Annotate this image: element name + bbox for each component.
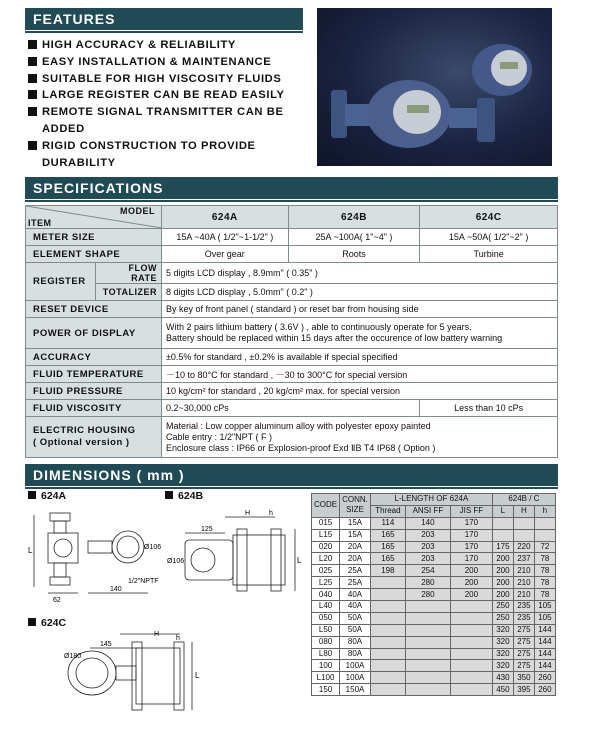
table-cell: 200 (450, 589, 492, 601)
features-header: FEATURES (25, 8, 303, 30)
table-cell (405, 636, 450, 648)
table-cell: 210 (513, 589, 534, 601)
register-totalizer-row: TOTALIZER 8 digits LCD display , 5.0mm" ( 0.2" ) (26, 284, 558, 301)
dim-label: 62 (53, 597, 61, 604)
table-cell (370, 589, 405, 601)
table-cell: 220 (513, 541, 534, 553)
table-cell: 50A (340, 612, 371, 624)
table-cell: 165 (370, 541, 405, 553)
table-cell: L50 (312, 624, 340, 636)
table-cell: 203 (405, 541, 450, 553)
table-cell (450, 660, 492, 672)
bullet-square-icon (28, 90, 37, 99)
dim-label: 1/2"NPTF (128, 578, 159, 585)
table-cell (370, 648, 405, 660)
table-cell (405, 624, 450, 636)
table-cell: 235 (513, 612, 534, 624)
dim-label: Ø180 (64, 653, 82, 660)
table-row (312, 565, 556, 577)
table-cell (492, 517, 513, 529)
table-cell (513, 517, 534, 529)
table-cell: 275 (513, 648, 534, 660)
table-cell (405, 660, 450, 672)
table-cell (370, 660, 405, 672)
dimensions-table-body (312, 517, 556, 695)
table-cell: 114 (370, 517, 405, 529)
table-cell: 50A (340, 624, 371, 636)
table-cell (450, 612, 492, 624)
table-cell: 203 (405, 553, 450, 565)
table-cell: 40A (340, 601, 371, 613)
table-cell (370, 624, 405, 636)
table-cell (405, 648, 450, 660)
table-cell: 275 (513, 660, 534, 672)
table-row (312, 517, 556, 529)
table-cell: 275 (513, 636, 534, 648)
dim-label: Ø106 (167, 558, 185, 565)
specifications-table (25, 205, 558, 458)
drawing-label-624a: 624A (28, 490, 66, 502)
table-cell: 280 (405, 589, 450, 601)
drawing-label-624b: 624B (165, 490, 203, 502)
table-cell: 170 (450, 517, 492, 529)
table-cell: 203 (405, 529, 450, 541)
element-shape-row: ELEMENT SHAPE Over gear Roots Turbine (26, 246, 558, 263)
drawing-624a (28, 505, 173, 605)
table-cell: 020 (312, 541, 340, 553)
table-cell: 15A (340, 517, 371, 529)
drawing-label-624c: 624C (28, 617, 66, 629)
table-cell: 250 (492, 601, 513, 613)
drawing-624b (165, 505, 305, 615)
feature-item: EASY INSTALLATION & MAINTENANCE (28, 54, 290, 71)
table-cell: 320 (492, 648, 513, 660)
table-cell: 170 (450, 553, 492, 565)
register-flow-row: REGISTER FLOW RATE 5 digits LCD display , 8.9mm" ( 0.35" ) (26, 263, 558, 284)
reset-device-row: RESET DEVICE By key of front panel ( standard ) or reset bar from housing side (26, 301, 558, 318)
table-row (312, 589, 556, 601)
table-cell: 025 (312, 565, 340, 577)
table-cell (450, 684, 492, 696)
table-cell: 040 (312, 589, 340, 601)
table-cell (370, 684, 405, 696)
table-cell: 320 (492, 636, 513, 648)
dim-label: h (176, 635, 180, 642)
table-cell: L100 (312, 672, 340, 684)
table-cell: 80A (340, 648, 371, 660)
table-cell (370, 612, 405, 624)
table-cell (370, 577, 405, 589)
table-cell: 144 (534, 648, 555, 660)
table-cell: 175 (492, 541, 513, 553)
bullet-square-icon (165, 491, 173, 499)
fluid-pressure-row: FLUID PRESSURE 10 kg/cm² for standard , 20 kg/cm² max. for special version (26, 383, 558, 400)
dim-label: 140 (110, 586, 122, 593)
lcd-display (407, 105, 429, 113)
table-cell: 165 (370, 553, 405, 565)
dim-label: L (297, 556, 302, 565)
table-cell: 235 (513, 601, 534, 613)
table-cell: 260 (534, 684, 555, 696)
table-cell: 430 (492, 672, 513, 684)
accuracy-row: ACCURACY ±0.5% for standard , ±0.2% is available if special specified (26, 349, 558, 366)
table-cell: 275 (513, 624, 534, 636)
table-row (312, 601, 556, 613)
table-cell: 40A (340, 589, 371, 601)
table-cell: 170 (450, 541, 492, 553)
table-cell: 350 (513, 672, 534, 684)
table-cell: 78 (534, 589, 555, 601)
dimensions-header: DIMENSIONS ( mm ) (25, 464, 558, 486)
table-cell: 78 (534, 565, 555, 577)
drawing-624c (60, 628, 205, 728)
table-cell: 100 (312, 660, 340, 672)
table-cell: 200 (492, 565, 513, 577)
table-cell (450, 636, 492, 648)
table-cell: 200 (492, 577, 513, 589)
table-cell: 198 (370, 565, 405, 577)
table-cell (450, 648, 492, 660)
table-cell: 250 (492, 612, 513, 624)
bullet-square-icon (28, 74, 37, 83)
dim-label: 125 (201, 526, 213, 533)
table-row (312, 672, 556, 684)
bullet-square-icon (28, 40, 37, 49)
table-row (312, 648, 556, 660)
item-model-header: MODEL ITEM (26, 206, 161, 228)
table-cell: 395 (513, 684, 534, 696)
table-cell: 200 (450, 565, 492, 577)
model-624c-header: 624C (420, 206, 558, 229)
model-624a-header: 624A (161, 206, 288, 229)
bullet-square-icon (28, 57, 37, 66)
table-cell: 200 (492, 589, 513, 601)
table-row (312, 577, 556, 589)
table-cell (405, 672, 450, 684)
table-cell (370, 636, 405, 648)
table-row (312, 636, 556, 648)
table-cell: 80A (340, 636, 371, 648)
lcd-display-2 (500, 62, 518, 69)
bullet-square-icon (28, 618, 36, 626)
table-cell (534, 517, 555, 529)
table-cell: 015 (312, 517, 340, 529)
table-cell: 105 (534, 601, 555, 613)
table-row (312, 624, 556, 636)
table-cell: 200 (450, 577, 492, 589)
specifications-header: SPECIFICATIONS (25, 177, 558, 199)
meter-size-row: METER SIZE 15A ~40A ( 1/2"~1-1/2" ) 25A ~100A( 1"~4" ) 15A ~50A( 1/2"~2" ) (26, 229, 558, 246)
fluid-viscosity-row: FLUID VISCOSITY 0.2~30,000 cPs Less than 10 cPs (26, 400, 558, 417)
table-cell: 280 (405, 577, 450, 589)
dim-label: Ø106 (144, 544, 162, 551)
table-cell: 254 (405, 565, 450, 577)
table-cell: 20A (340, 553, 371, 565)
table-row (312, 660, 556, 672)
table-cell (450, 624, 492, 636)
table-cell: 050 (312, 612, 340, 624)
flange-right (477, 98, 495, 142)
table-cell: 150 (312, 684, 340, 696)
table-row (312, 529, 556, 541)
table-cell: 200 (492, 553, 513, 565)
table-cell (370, 601, 405, 613)
table-cell (492, 529, 513, 541)
table-cell: 165 (370, 529, 405, 541)
flow-meter-illustration (317, 8, 552, 166)
table-cell: L20 (312, 553, 340, 565)
table-cell (405, 684, 450, 696)
dim-label: h (269, 510, 273, 517)
table-cell: 15A (340, 529, 371, 541)
feature-item: REMOTE SIGNAL TRANSMITTER CAN BE ADDED (28, 104, 290, 138)
fluid-temperature-row: FLUID TEMPERATURE －10 to 80°C for standard , －30 to 300°C for special version (26, 366, 558, 383)
table-cell: 78 (534, 553, 555, 565)
table-cell (513, 529, 534, 541)
table-row (312, 541, 556, 553)
table-cell: L80 (312, 648, 340, 660)
table-cell: 25A (340, 577, 371, 589)
table-cell (450, 601, 492, 613)
feature-item: RIGID CONSTRUCTION TO PROVIDE DURABILITY (28, 138, 290, 172)
power-display-row: POWER OF DISPLAY With 2 pairs lithium battery ( 3.6V ) , able to continuously operate for 5 years. Battery should be replaced within 15 days after the occurence of low battery warning (26, 318, 558, 349)
dim-label: H (154, 631, 160, 638)
table-cell (405, 601, 450, 613)
bullet-square-icon (28, 141, 37, 150)
table-row (312, 553, 556, 565)
table-cell: 20A (340, 541, 371, 553)
table-cell: 100A (340, 672, 371, 684)
table-cell: 140 (405, 517, 450, 529)
table-cell: 210 (513, 577, 534, 589)
model-624b-header: 624B (288, 206, 420, 229)
feature-item: SUITABLE FOR HIGH VISCOSITY FLUIDS (28, 71, 290, 88)
table-cell: 105 (534, 612, 555, 624)
table-cell: 100A (340, 660, 371, 672)
table-cell: 320 (492, 624, 513, 636)
table-row (312, 684, 556, 696)
electric-housing-row: ELECTRIC HOUSING ( Optional version ) Material : Low copper aluminum alloy with polyester epoxy painted Cable entry : 1/2"NPT ( F ) Enclosure class : IP66 or Explosion-proof Exd ⅡB T4 IP68 ( Option ) (26, 417, 558, 458)
table-row (312, 612, 556, 624)
table-cell (450, 672, 492, 684)
table-cell: L25 (312, 577, 340, 589)
flange-left (331, 90, 347, 138)
dim-label: L (28, 546, 33, 555)
table-cell: 144 (534, 624, 555, 636)
dimensions-table: CODE CONN. SIZE L-LENGTH OF 624A 624B / C Thread ANSI FF JIS FF L H h 015 15A 114 140 170 L15 15A 165 203 170 020 20A 165 203 170 175 220 72 L20 20A 165 203 170 200 237 78 025 25A 198 254 200 200 210 78 L25 25A 280 200 200 210 78 040 40A 280 200 200 210 78 L40 40A 250 235 105 050 50A 250 235 105 L50 50A 320 275 144 080 80A 320 275 144 L80 80A 320 275 144 100 100A 320 275 144 L100 100A 430 350 260 150 150A 450 395 260 (311, 493, 556, 696)
table-cell (370, 672, 405, 684)
bullet-square-icon (28, 107, 37, 116)
table-cell: 150A (340, 684, 371, 696)
table-cell: L15 (312, 529, 340, 541)
dim-label: H (245, 510, 251, 517)
table-cell: 144 (534, 660, 555, 672)
table-cell: 25A (340, 565, 371, 577)
table-cell: 080 (312, 636, 340, 648)
dim-label: L (195, 671, 200, 680)
table-cell: 78 (534, 577, 555, 589)
table-cell: L40 (312, 601, 340, 613)
table-cell (534, 529, 555, 541)
feature-item: HIGH ACCURACY & RELIABILITY (28, 37, 290, 54)
table-cell: 210 (513, 565, 534, 577)
table-cell: 260 (534, 672, 555, 684)
table-cell: 237 (513, 553, 534, 565)
table-cell: 450 (492, 684, 513, 696)
table-cell: 320 (492, 660, 513, 672)
table-cell: 72 (534, 541, 555, 553)
table-cell: 144 (534, 636, 555, 648)
bullet-square-icon (28, 491, 36, 499)
table-cell: 170 (450, 529, 492, 541)
table-cell (405, 612, 450, 624)
dim-label: 145 (100, 641, 112, 648)
product-photo (317, 8, 552, 166)
features-list (28, 37, 290, 171)
feature-item: LARGE REGISTER CAN BE READ EASILY (28, 87, 290, 104)
